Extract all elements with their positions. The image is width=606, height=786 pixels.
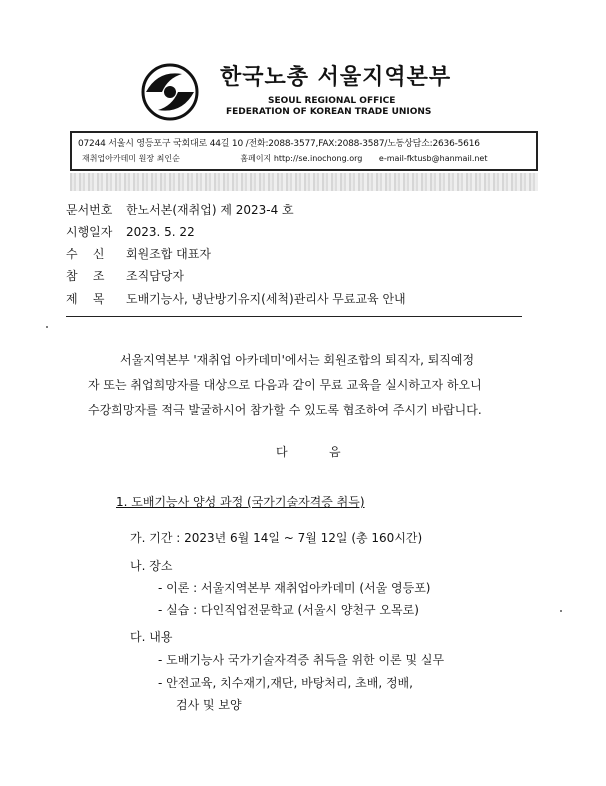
- section-1-title: 1. 도배기능사 양성 과정 (국가기술자격증 취득): [116, 495, 365, 509]
- section-1-period: 가. 기간 : 2023년 6월 14일 ~ 7월 12일 (총 160시간): [130, 531, 423, 545]
- org-name-korean: 한국노총 서울지역본부: [220, 65, 452, 90]
- body-line-3: 수강희망자를 적극 발굴하시어 참가할 수 있도록 협조하여 주시기 바랍니다.: [88, 403, 482, 417]
- section-1-place-practice: - 실습 : 다인직업전문학교 (서울시 양천구 오목로): [158, 603, 419, 617]
- body-line-1: 서울지역본부 '재취업 아카데미'에서는 회원조합의 퇴직자, 퇴직예정: [120, 353, 475, 367]
- header-texture-band: [70, 173, 538, 191]
- section-1-place-title: 나. 장소: [130, 559, 173, 573]
- body-line-2: 자 또는 취업희망자를 대상으로 다음과 같이 무료 교육을 실시하고자 하오니: [88, 378, 482, 392]
- meta-issue-date: 시행일자 2023. 5. 22: [66, 225, 195, 239]
- meta-document-number: 문서번호 한노서본(재취업) 제 2023-4 호: [66, 203, 294, 217]
- section-1-content-2: - 안전교육, 치수재기,재단, 바탕처리, 초배, 정배,: [158, 676, 413, 690]
- meta-recipient: 수 신 회원조합 대표자: [66, 247, 211, 261]
- divider-line: [66, 316, 522, 317]
- org-name-english-line2: FEDERATION OF KOREAN TRADE UNIONS: [226, 107, 432, 117]
- section-1-content-title: 다. 내용: [130, 630, 173, 644]
- org-name-english-line1: SEOUL REGIONAL OFFICE: [268, 96, 396, 106]
- homepage-link: 홈페이지 http://se.inochong.org: [240, 154, 363, 163]
- fktu-logo-icon: [140, 62, 200, 122]
- contact-details: [78, 153, 530, 164]
- director-name: 재취업아카데미 원장 최인순: [82, 154, 180, 163]
- contact-address: 07244 서울시 영등포구 국회대로 44길 10 /전화:2088-3577,FAX:2088-3587/노동상담소:2636-5616: [78, 139, 480, 149]
- section-1-content-3: 검사 및 보양: [176, 698, 242, 712]
- scan-speck: [560, 610, 562, 612]
- scan-speck: [46, 326, 48, 328]
- meta-reference: 참 조 조직담당자: [66, 269, 184, 283]
- section-1-content-1: - 도배기능사 국가기술자격증 취득을 위한 이론 및 실무: [158, 653, 445, 667]
- body-paragraph: [88, 348, 538, 423]
- heading-da: 다: [276, 445, 288, 459]
- contact-box: [70, 131, 538, 171]
- heading-eum: 음: [329, 445, 341, 459]
- meta-subject: 제 목 도배기능사, 냉난방기유지(세척)관리사 무료교육 안내: [66, 292, 406, 306]
- section-1-place-theory: - 이론 : 서울지역본부 재취업아카데미 (서울 영등포): [158, 581, 431, 595]
- email-address: e-mail-fktusb@hanmail.net: [378, 154, 488, 163]
